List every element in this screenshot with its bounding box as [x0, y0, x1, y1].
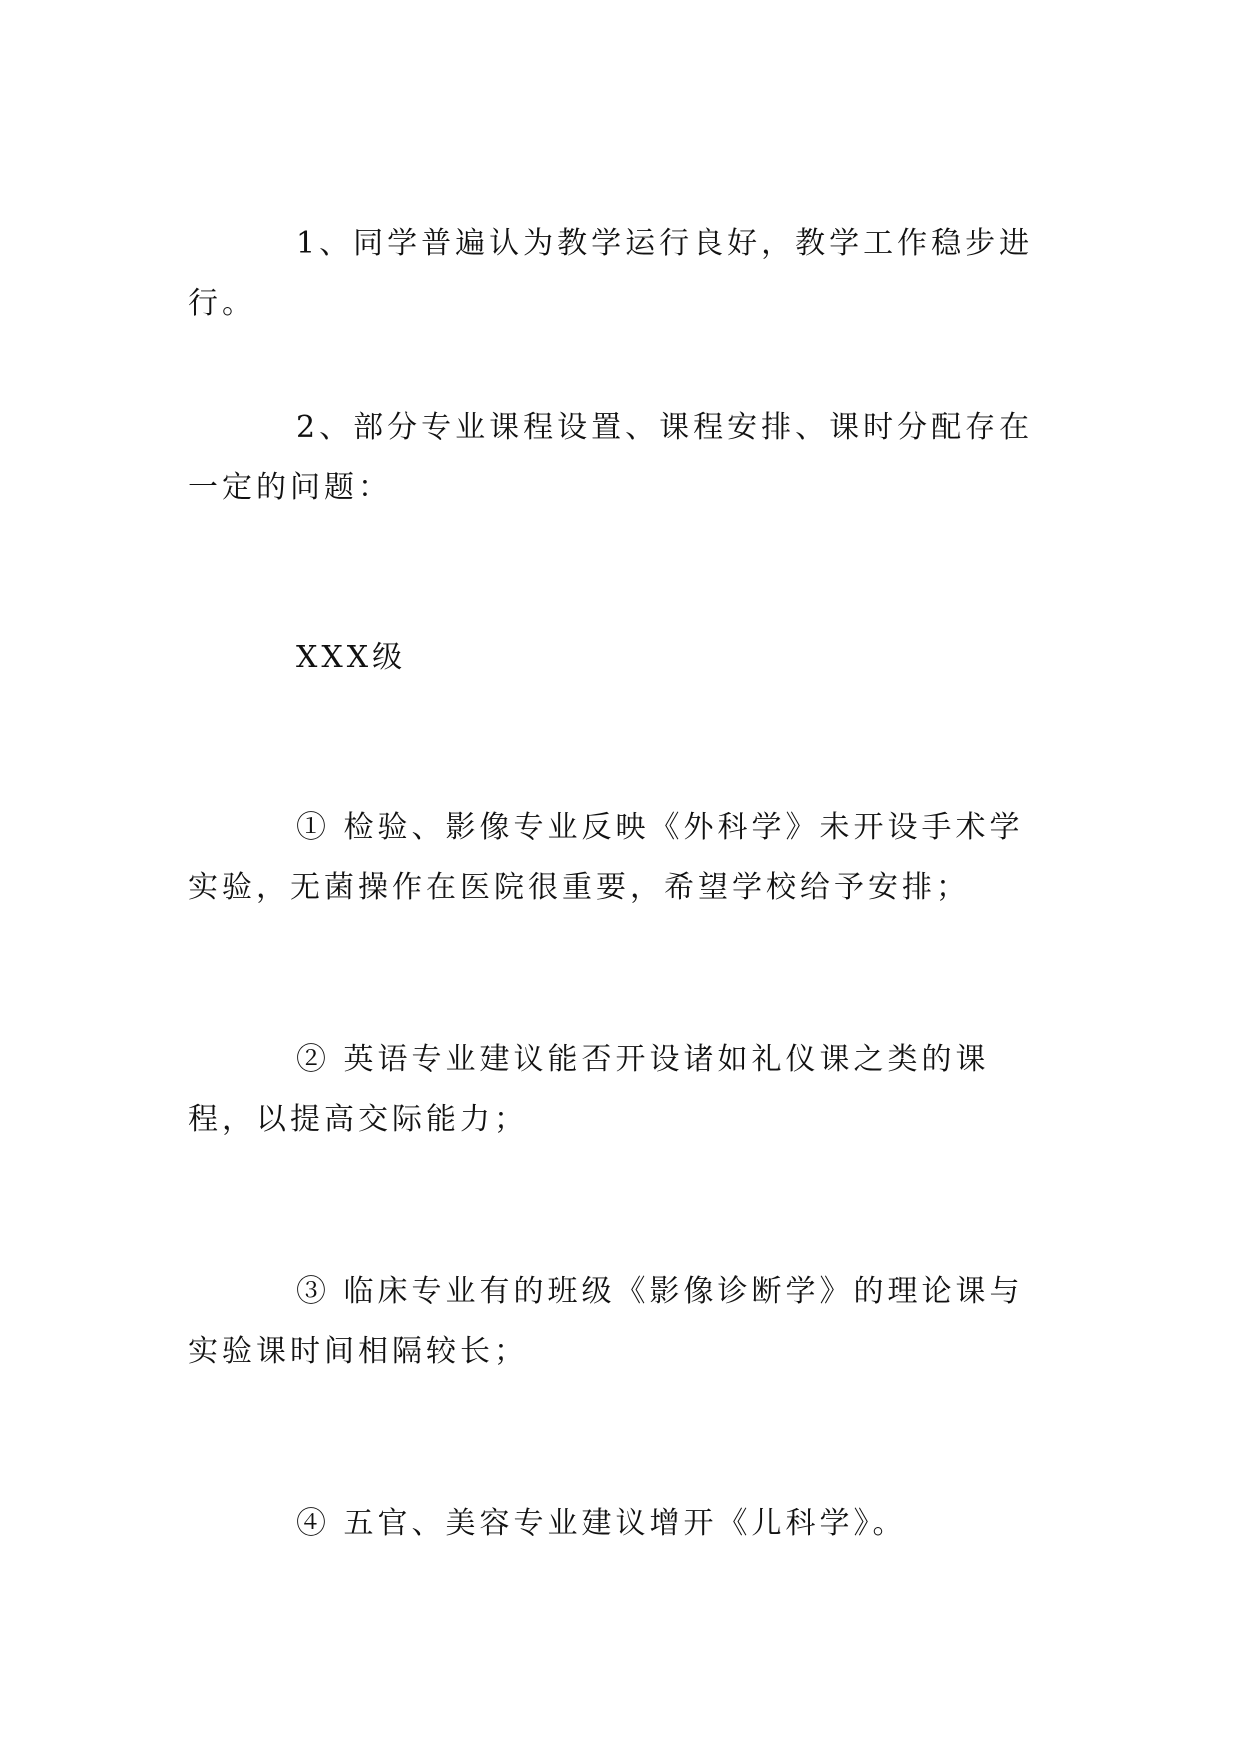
paragraph-text: ④ 五官、美容专业建议增开《儿科学》。	[296, 1506, 907, 1541]
paragraph-item-3	[188, 1262, 1048, 1382]
paragraph-text: ③ 临床专业有的班级《影像诊断学》的理论课与实验课时间相隔较长；	[188, 1274, 1024, 1369]
paragraph-2	[188, 398, 1048, 518]
paragraph-item-4	[188, 1494, 1048, 1554]
paragraph-text: ② 英语专业建议能否开设诸如礼仪课之类的课程，以提高交际能力；	[188, 1042, 990, 1137]
paragraph-item-2	[188, 1030, 1048, 1150]
grade-heading-text: XXX级	[296, 640, 407, 675]
paragraph-1	[188, 214, 1048, 334]
paragraph-text: 2、部分专业课程设置、课程安排、课时分配存在一定的问题：	[188, 410, 1034, 505]
paragraph-text: 1、同学普遍认为教学运行良好，教学工作稳步进行。	[188, 226, 1034, 321]
paragraph-item-1	[188, 798, 1048, 918]
paragraph-grade-heading	[188, 628, 1048, 688]
paragraph-text: ① 检验、影像专业反映《外科学》未开设手术学实验，无菌操作在医院很重要，希望学校给予安排；	[188, 810, 1024, 905]
